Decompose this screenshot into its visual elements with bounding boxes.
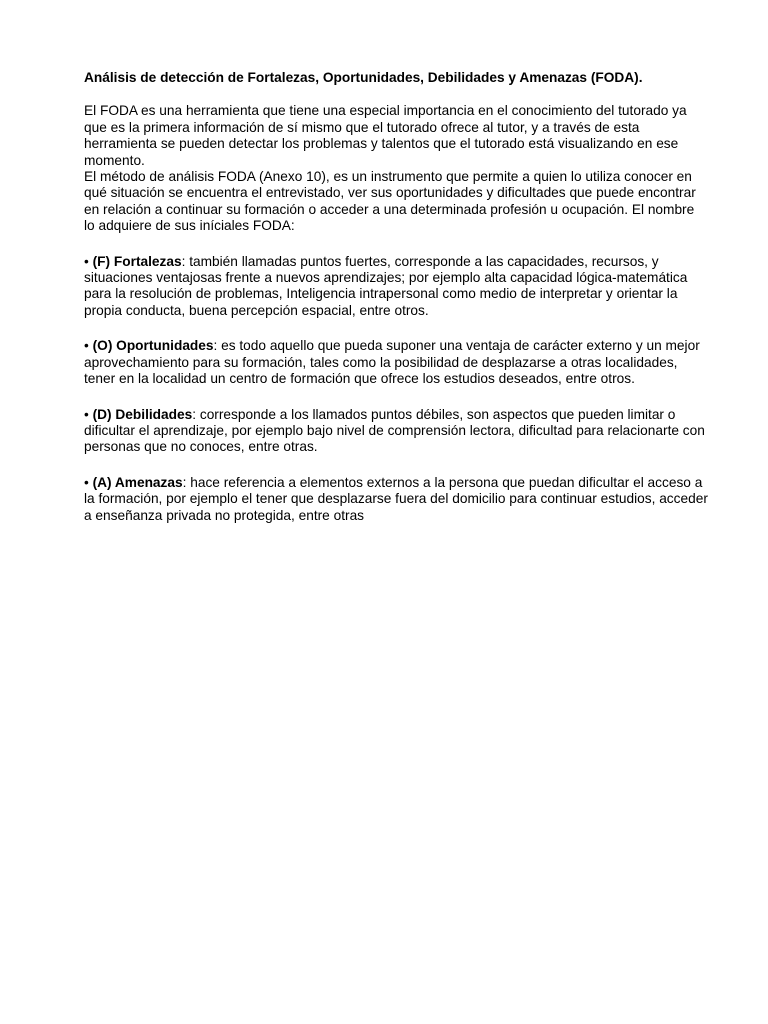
bullet-glyph: • (84, 253, 93, 269)
bullet-glyph: • (84, 474, 93, 490)
foda-term: (O) Oportunidades (92, 338, 214, 354)
foda-description: : corresponde a los llamados puntos débiles, son aspectos que pueden limitar o dificultar el aprendizaje, por ejemplo bajo nivel de comprensión lectora, dificultad para relacionarte con personas que no conoces, entre otras. (84, 406, 705, 455)
intro-paragraph-2: El método de análisis FODA (Anexo 10), es un instrumento que permite a quien lo utiliza conocer en qué situación se encuentra el entrevistado, ver sus oportunidades y dificultades que puede encontrar en relación a continuar su formación o acceder a una determinada profesión u ocupación. El nombre lo adquiere de sus iníciales FODA: (84, 169, 696, 234)
foda-term: (D) Debilidades (92, 406, 193, 422)
spacer (84, 319, 708, 338)
foda-item-amenazas (84, 475, 708, 524)
document-title: Análisis de detección de Fortalezas, Oportunidades, Debilidades y Amenazas (FODA). (84, 70, 643, 85)
foda-item-oportunidades (84, 338, 708, 387)
spacer (84, 456, 708, 475)
intro-paragraph-1: El FODA es una herramienta que tiene una especial importancia en el conocimiento del tutorado ya que es la primera información de sí mismo que el tutorado ofrece al tutor, y a través de esta herramienta se pueden detectar los problemas y talentos que el tutorado está visualizando en ese momento. (84, 103, 687, 168)
spacer (84, 388, 708, 407)
foda-description: : hace referencia a elementos externos a la persona que puedan dificultar el acceso a la formación, por ejemplo el tener que desplazarse fuera del domicilio para continuar estudios, acceder a enseñanza privada no protegida, entre otras (84, 474, 708, 523)
foda-term: (A) Amenazas (92, 474, 183, 490)
spacer (84, 235, 708, 254)
bullet-glyph: • (84, 406, 93, 422)
foda-term: (F) Fortalezas (92, 253, 182, 269)
bullet-glyph: • (84, 338, 93, 354)
foda-description: : también llamadas puntos fuertes, corresponde a las capacidades, recursos, y situaciones ventajosas frente a nuevos aprendizajes; por ejemplo alta capacidad lógica-matemática para la resolución de problemas, Inteligencia intrapersonal como medio de interpretar y orientar la propia conducta, buena percepción espacial, entre otros. (84, 253, 688, 318)
foda-item-fortalezas (84, 254, 708, 320)
foda-description: : es todo aquello que pueda suponer una ventaja de carácter externo y un mejor aprovechamiento para su formación, tales como la posibilidad de desplazarse a otras localidades, tener en la localidad un centro de formación que ofrece los estudios deseados, entre otros. (84, 338, 700, 387)
foda-item-debilidades (84, 407, 708, 456)
document-page (84, 70, 708, 524)
